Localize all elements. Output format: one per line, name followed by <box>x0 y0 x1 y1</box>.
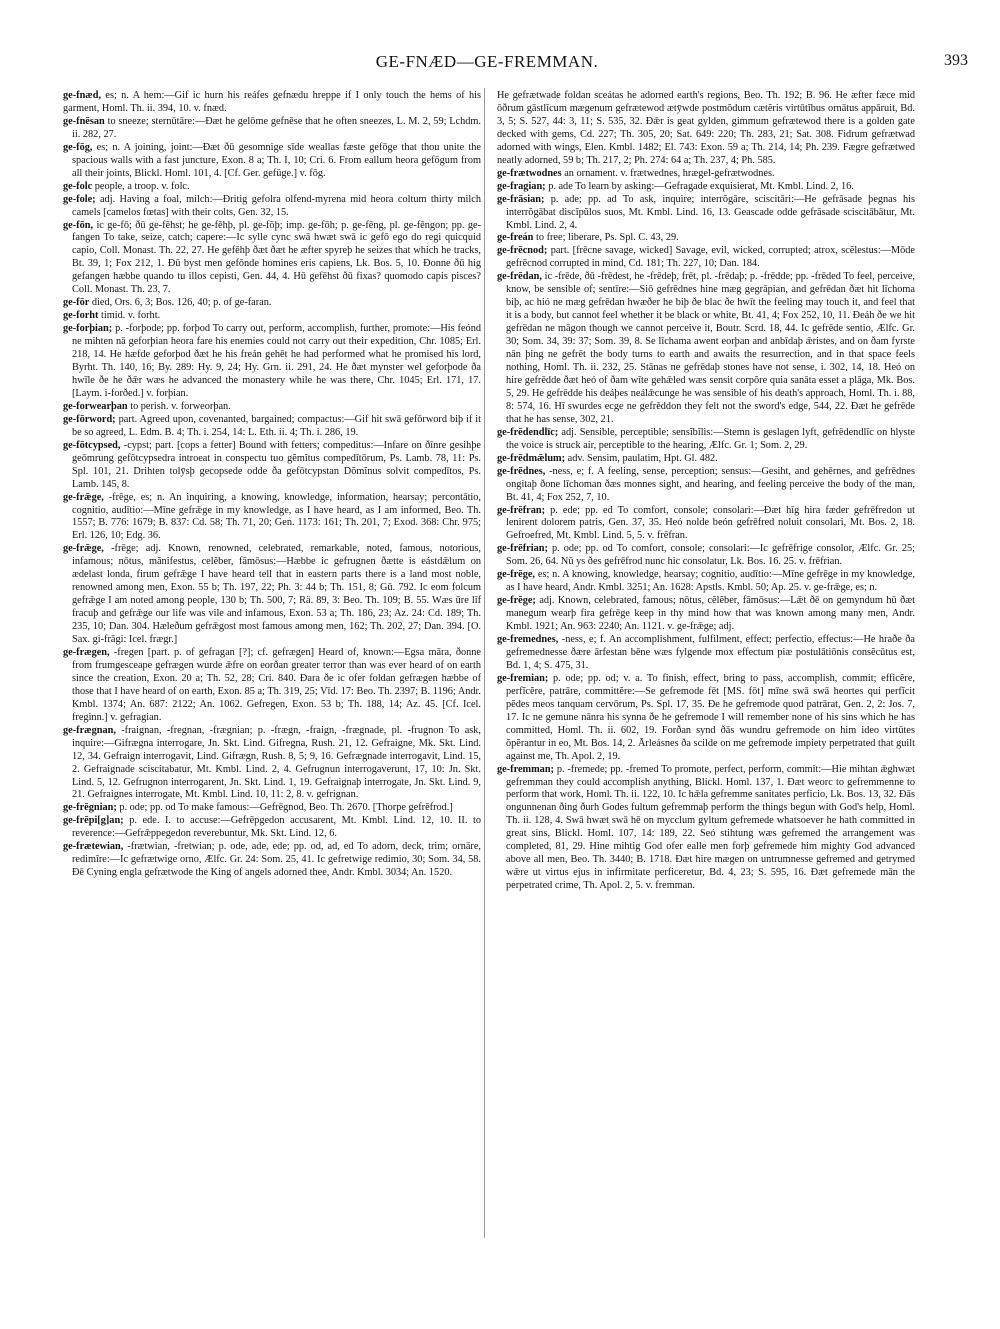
headword: ge-frætewian, <box>63 841 124 853</box>
headword: ge-frēpi[g]an; <box>63 815 124 827</box>
headword: ge-fremian; <box>497 672 549 684</box>
page-header <box>64 52 968 76</box>
definition-text: es; n. A knowing, knowledge, hearsay; cognitio, audītio:—Mīne gefrēge in my knowledge, as I have heard, Andr. Kmbl. 3251; An. 1628: Apstls. Kmbl. 50; Ap. 25. v. ge-frǣge, es; n. <box>506 569 916 594</box>
definition-text: p. ede; pp. ed To comfort, console; consolari:—Ðæt hīg hira fæder gefrēfredon ut lenirent dolorem patris, Gen. 37, 35. Heó nolde beón gefrēfred noluit consolari, Mt. Bos. 2, 18. Gefroefred, Mt. Kmbl. Lind. 5, 5. v. frēfran. <box>506 504 915 542</box>
column-divider <box>484 88 485 1238</box>
headword: ge-forht <box>63 310 99 322</box>
headword: ge-frēgnian; <box>63 802 117 814</box>
dictionary-entry <box>63 802 481 815</box>
left-column <box>63 90 481 880</box>
dictionary-entry <box>63 181 481 194</box>
definition-text: p. ode; pp. od; v. a. To finish, effect, bring to pass, accomplish, commit; efficĕre, perfĭcĕre, patrāre, committĕre:—Se gefremode fēt [MS. fōt] mīne swā swā heortes qui perfĭcit pĕdes meos tanquam cervōrum, Ps. Spl. 17, 35. Ðe he gefremode quod patrārat, Gen. 2, 2: Jos. 7, 17. Ic ne gemune nānra his synna ðe he gefremode I will remember none of his sins which he has committed, Homl. Th. ii. 602, 19. Forðan synd ðās wundru gefremode on him ideo virtūtes ŏpĕrantur in eo, Mt. Bos. 14, 2. Ārleásnes ða scilde on me gefremode impiety perpetrated that guilt against me, Th. Apol. 2, 19. <box>506 672 915 762</box>
definition-text: p. -forþode; pp. forþod To carry out, perform, accomplish, further, promote:—His feónd ne mihten nā geforþian heora fare his enemies could not carry out their expedition, Chr. 1085; Erl. 218, 14. He hæfde geforþod ðæt he his freán gehēt he had performed what he promised his lord, Byrht. Th. 140, 16; By. 289: Hy. 9, 24; Hy. Grn. ii. 291, 24. He ðæt mynster wel geforþode ða hwīle ðe he ðǣr wæs he advanced the monastery while he was there, Chr. 1045; Erl. 171, 17. [Laym. i-forðed.] v. forþian. <box>72 323 481 399</box>
dictionary-entry <box>63 297 481 310</box>
definition-text: timid. v. forht. <box>101 310 161 322</box>
dictionary-entry <box>497 505 915 544</box>
dictionary-entry <box>63 310 481 323</box>
dictionary-entry <box>497 271 915 426</box>
headword: ge-fole; <box>63 193 96 205</box>
dictionary-entry <box>63 440 481 492</box>
definition-text: -frēge, es; n. An inquiring, a knowing, knowledge, information, hearsay; percontātio, cognitio, audītio:—Mīne gefrǣge in my knowledge, as I have heard, as I am informed, Beo. Th. 1557; B. 776: 1679; B. 837: Cd. 58; Th. 71, 20; Gen. 1173: 161; Th. 201, 7; Exod. 368: Chr. 975; Erl. 126, 10; Edg. 36. <box>72 491 482 542</box>
definition-text: to sneeze; sternūtāre:—Ðæt he gelōme gefnēse that he often sneezes, L. M. 2, 59; Lchdm. ii. 282, 27. <box>72 115 482 140</box>
headword: ge-fremman; <box>497 763 554 775</box>
headword: ge-frætwodnes <box>497 167 562 179</box>
dictionary-entry <box>497 194 915 233</box>
dictionary-entry <box>63 414 481 440</box>
dictionary-entry <box>497 427 915 453</box>
definition-text: p. ode; pp. od To comfort, console; consolari:—Ic gefrēfrige consolor, Ælfc. Gr. 25; Som. 26, 64. Nū ys ðes gefrēfrod nunc hic consolatur, Lk. Bos. 16. 25. v. frēfrian. <box>506 543 915 568</box>
definition-text: -frēge; adj. Known, renowned, celebrated, remarkable, noted, famous, notorious, infamous; nōtus, mănifestus, celĕber, fāmōsus:—Hæbbe ic gefrugnen ðætte is eástdǣlum on ædelast londa, firum gefrǣge I have heard tell that in eastern parts there is a land most noble, renowned among men, Exon. 55 b; Th. 197, 22; Ph. 3: 44 b; Th. 151, 8; Gū. 792. Ic eom folcum gefrǣge I am noted among people, 130 b; Th. 500, 7; Rä. 89, 3: Beo. Th. 109; B. 55. Wæs ūre līf fracuþ and gefrǣge our life was vile and infamous, Exon. 53 a; Th. 186, 23; Az. 24: Cd. 189; Th. 235, 10; Dan. 304. Hæleðum gefrǣgost most famous among men, 162; Th. 202, 27; Dan. 394. [O. Sax. gi-frāgi: Icel. frægr.] <box>72 543 481 646</box>
dictionary-entry <box>63 116 481 142</box>
definition-text: part. Agreed upon, covenanted, bargained; compactus:—Gif hit swā gefōrword biþ if it be so agreed, L. Edm. B. 4; Th. i. 254, 14: L. Eth. ii. 4; Th. i. 286, 19. <box>72 413 482 438</box>
dictionary-entry <box>63 220 481 298</box>
definition-text: p. ade; pp. ad To ask, inquire; interrŏgāre, sciscitāri:—He gefrāsade þegnas his interrŏgābat discĭpŭlos suos, Mt. Kmbl. Lind. 16, 13. Geascade odde gefrāsade sciscitābātur, Mt. Kmbl. Lind. 2, 4. <box>506 193 915 231</box>
definition-text: He gefrætwade foldan sceátas he adorned earth's regions, Beo. Th. 192; B. 96. He æfter fæce mid ōðrum gāstlīcum mægenum gefrætewod ætȳwde postmŏdum cætĕris virtūtĭbus ornātus appāruit, Bd. 3, 5; S. 527, 44: 3, 11; S. 535, 32. Ðǣr is geat gylden, gimmum gefrætewod there is a golden gate decked with gems, Cd. 227; Th. 305, 20; Sat. 649: 220; Th. 283, 21; Sat. 308. Fidrum gefrætwad adorned with wings, Elen. Kmbl. 1482; El. 743: Exon. 59 a; Th. 214, 14; Ph. 239. Fægre gefrætwed neatly adorned, 59 b; Th. 217, 2; Ph. 274: 64 a; Th. 237, 4; Ph. 585. <box>497 90 915 166</box>
dictionary-entry <box>63 647 481 725</box>
definition-text: died, Ors. 6, 3; Bos. 126, 40; p. of ge-faran. <box>91 297 272 309</box>
headword: ge-frēcnod; <box>497 245 548 257</box>
definition-text: adv. Sensim, paulatim, Hpt. Gl. 482. <box>567 452 718 464</box>
dictionary-entry <box>63 725 481 803</box>
dictionary-entry <box>63 90 481 116</box>
dictionary-entry <box>497 764 915 894</box>
dictionary-entry <box>497 634 915 673</box>
definition-text: p. ade To learn by asking:—Gefragade exquisierat, Mt. Kmbl. Lind. 2, 16. <box>548 180 854 192</box>
headword: ge-fnæd, <box>63 90 102 101</box>
dictionary-entry <box>497 168 915 181</box>
headword: ge-fragian; <box>497 180 546 192</box>
headword: ge-frēdan, <box>497 271 542 283</box>
headword: ge-frēge; <box>497 595 536 607</box>
definition-text: -fregen [part. p. of gefragan [?]; cf. gefrægen] Heard of, known:—Egsa māra, ðonne from frumgesceape gefrægen wurde ǣfre on eorðan greater terror than was ever heard of on earth since the creation, Exon. 20 a; Th. 52, 28; Cri. 840. Ðara ðe ic ofer foldan gefrægen hæbbe of those that I have heard of on earth, Exon. 85 a; Th. 319, 25; Vīd. 17: Beo. Th. 2397; B. 1196; Andr. Kmbl. 1374; An. 687: 2122; An. 1062. Gefregen, Exon. 53 b; Th. 188, 14; Az. 45. [Cf. Icel. freginn.] v. gefragian. <box>72 646 482 723</box>
headword: ge-frāsian; <box>497 193 545 205</box>
headword: ge-frægnan, <box>63 724 116 736</box>
dictionary-entry <box>497 673 915 764</box>
headword: ge-forwearþan <box>63 400 128 412</box>
definition-text: adj. Known, celebrated, famous; nōtus, cĕlĕber, fāmōsus:—Lǣt ðē on gemyndum hū ðæt manegum wearþ fira gefrēge keep in thy mind how that was known among many men, Andr. Kmbl. 1921; An. 963: 2240; An. 1121. v. ge-frǣge; adj. <box>506 595 915 633</box>
dictionary-entry <box>497 232 915 245</box>
dictionary-entry <box>63 323 481 401</box>
headword: ge-forþian; <box>63 323 113 335</box>
headword: ge-fnēsan <box>63 115 105 127</box>
dictionary-entry <box>63 815 481 841</box>
definition-text: adj. Sensible, perceptible; sensĭbĭlis:—Stemn is geslagen lyft, gefrēdendlīc on hlyste the voice is struck air, perceptible to the hearing, Ælfc. Gr. 1; Som. 2, 29. <box>506 426 915 451</box>
headword: ge-frēge, <box>497 569 536 581</box>
headword: ge-fōr <box>63 297 90 309</box>
running-head: GE-FNÆD—GE-FREMMAN. <box>375 52 599 71</box>
definition-text: part. [frēcne savage, wicked] Savage, evil, wicked, corrupted; atrox, scĕlestus:—Mōde gefrēcnod corrupted in mind, Cd. 181; Th. 227, 10; Dan. 184. <box>506 245 915 270</box>
headword: ge-frēdmǣlum; <box>497 452 566 464</box>
definition-text: adj. Having a foal, milch:—Ðritig gefolra olfend-myrena mid heora coltum thirty milch camels [camelos fœtas] with their colts, Gen. 32, 15. <box>72 193 481 218</box>
definition-text: p. ode; pp. od To make famous:—Gefrēgnod, Beo. Th. 2670. [Thorpe gefrēfrod.] <box>119 802 453 814</box>
definition-text: people, a troop. v. folc. <box>94 180 190 192</box>
definition-text: -frætwian, -fretwian; p. ode, ade, ede; pp. od, ad, ed To adorn, deck, trim; ornāre, redimīre:—Ic gefrætwige orno, Ælfc. Gr. 24: Som. 25, 41. Ic gefretwige redimio, 30; Som. 34, 58. Ðē Cyning engla gefrætwode the King of angels adorned thee, Andr. Kmbl. 3034; An. 1520. <box>72 841 482 879</box>
definition-text: an ornament. v. frætwednes, hrægel-gefrætwodnes. <box>564 167 775 179</box>
definition-text: to perish. v. forweorþan. <box>130 400 231 412</box>
dictionary-entry <box>63 841 481 880</box>
dictionary-entry <box>497 543 915 569</box>
headword: ge-fōg, <box>63 141 93 153</box>
dictionary-entry <box>497 181 915 194</box>
headword: ge-frǣge, <box>63 491 104 503</box>
dictionary-entry <box>497 453 915 466</box>
dictionary-entry <box>497 90 915 168</box>
dictionary-entry <box>497 569 915 595</box>
definition-text: p. ede. I. to accuse:—Gefrēpgedon accusarent, Mt. Kmbl. Lind. 12, 10. II. to reverence:—Gefrǣppegedon reverebuntur, Mk. Skt. Lind. 12, 6. <box>72 815 481 840</box>
headword: ge-folc <box>63 180 93 192</box>
definition-text: to free; liberare, Ps. Spl. C. 43, 29. <box>535 232 679 244</box>
headword: ge-fōn, <box>63 219 94 231</box>
dictionary-entry <box>63 492 481 544</box>
headword: ge-frēfran; <box>497 504 546 516</box>
dictionary-entry <box>497 245 915 271</box>
definition-text: -ness, e; f. A feeling, sense, perception; sensus:—Gesiht, and gehērnes, and gefrēdnes ongitaþ ðone līchoman ðæs monnes sight, and hearing, and feeling perceive the body of the man, Bt. 41, 4; Fox 252, 7, 10. <box>506 465 915 503</box>
dictionary-entry <box>63 142 481 181</box>
headword: ge-fōrword; <box>63 413 116 425</box>
definition-text: -ness, e; f. An accomplishment, fulfilment, effect; perfectio, effectus:—He hraðe ða gefremednesse ðære ārfestan bēne wæs fylgende mox effectum piæ postulātiōnis consĕcūtus est, Bd. 1, 4; S. 475, 31. <box>506 634 915 671</box>
headword: ge-frēfrian; <box>497 543 548 555</box>
dictionary-entry <box>63 543 481 647</box>
headword: ge-fōtcypsed, <box>63 439 121 451</box>
headword: ge-frǣge, <box>63 543 104 555</box>
definition-text: ic ge-fō; ðū ge-fēhst; he ge-fēhþ, pl. ge-fōþ; imp. ge-fōh; p. ge-fēng, pl. ge-fēngon; pp. ge-fangen To take, seize, catch; capere:—Ic sylle cync swā hwæt swā ic gefō ego do regi quicquid capio, Coll. Monast. Th. 22, 27. He gefēhþ ðæt ðæt he æfter spyreþ he seizes that which he tracks, Bt. 39, 1; Fox 212, 1. Ðū byst men gefōnde homines eris capiens, Lk. Bos. 5, 10. Ðonne ðū hig gefangen hæbbe quando tu illos cepisti, Gen. 44, 4. Hū gefēhst ðū fixas? quomodo capis pisces? Coll. Monast. Th. 23, 7. <box>72 219 482 296</box>
definition-text: es; n. A joining, joint:—Ðæt ðū gesomnige sīde weallas fæste gefōge that thou unite the spacious walls with a fast juncture, Exon. 8 a; Th. I, 10; Cri. 6. From eallum heora gefōgum from all their joints, Blickl. Homl. 101, 4. [Cf. Ger. gefüge.] v. fōg. <box>72 141 481 179</box>
definition-text: -cypst; part. [cops a fetter] Bound with fetters; compeditus:—Infare on ðīnre gesihþe geōmrung gefōtcypsedra introeat in conspectu tuo gĕmĭtus compedītōrum, Ps. Lamb. 78, 11: Ps. Spl. 101, 21. Drihten tolȳsþ gecopsede odde ða gefōtcypstan Dŏmĭnus solvit compedītos, Ps. Lamb. 145, 8. <box>72 439 482 490</box>
dictionary-entry <box>63 194 481 220</box>
dictionary-entry <box>497 466 915 505</box>
headword: ge-fremednes, <box>497 634 559 646</box>
right-column <box>497 90 915 893</box>
definition-text: ic -frēde, ðū -frēdest, he -frēdeþ, frēt, pl. -frēdaþ; p. -frēdde; pp. -frēded To feel, perceive, know, be sensible of; sentīre:—Siō gefrēdnes hine mæg gegrāpian, and gefrēdan ðæt hit līchoma biþ, ac hió ne mæg gefrēdan hwæðer he biþ ðe blac ðe hwīt the feeling may touch it, and feel that it is a body, but cannot feel whether it be black or white, Bt. 41, 4; Fox 252, 10, 11. Ðeáh ðe we hit gefrēdan ne māgon though we cannot perceive it, Boutr. Scrd. 18, 44. Ic gefrēde sentio, Ælfc. Gr. 30; Som. 34, 39: 37; Som. 39, 8. Se līchama awent eorþan and anbīdaþ ǣristes, and on ðam fyrste nān þing ne gefrēt the body turns to earth and awaits the resurrection, and in that space feels nothing, Homl. Th. ii. 232, 25. Stānas ne gefrēdaþ stones have not sense, i. 302, 14, 18. Heó on hire gefrēdde ðæt heó of ðam wīte gehǣled wæs sensit corpŏre quia sanāta esset a plāga, Mk. Bos. 5, 29. He gefrēdde his deáþes neálǣcunge he was sensible of his death's approach, Homl. Th. i. 88, 8: 574, 16. Hī swurdes ecge ne gefrēddon they felt not the sword's edge, 544, 22. Ðæt he gefrēde that he has sense, 302, 21. <box>506 271 915 425</box>
dictionary-entry <box>497 595 915 634</box>
headword: ge-frēdnes, <box>497 465 546 477</box>
headword: ge-frægen, <box>63 646 110 658</box>
definition-text: -fraignan, -fregnan, -frægnian; p. -frægn, -fraign, -frægnade, pl. -frugnon To ask, inquire:—Gifrægna interrogare, Jn. Skt. Lind. Gifregna, Rush. 21, 12. Gefraigne, Mk. Skt. Lind. 12, 34. Gefraign interrogavit, Lind. Gifrægn, Rush. 8, 5; 9, 16. Gefrægnade interrogavit, Lind. 15, 2. Gefraignade sciscitabatur, Mt. Kmbl. Lind. 2, 4. Gefrugnun interrogaverunt, 17, 10: Jn. Skt. Lind. 5, 12. Gefrugnon interrogarent, Jn. Skt. Lind. 1, 19. Gefraignaþ interrogate, Jn. Skt. Lind. 9, 21. Gefraignes interrogate, Mt. Kmbl. Lind. 10, 11: 2, 8. v. gefrignan. <box>72 724 481 801</box>
page-number: 393 <box>944 52 968 69</box>
definition-text: p. -fremede; pp. -fremed To promote, perfect, perform, commit:—Hie mihtan ǣghwæt gefremman they could accomplish anything, Blickl. Homl. 137, 1. Ðæt weorc to gefremmenne to perform that work, Homl. Th. ii. 122, 10. Ic hǣla gefremme sanitates perficio, Lk. Bos. 13, 32. Ðās ongunnenan ðing ðurh Godes fultum gefremmaþ perform the things begun with God's help, Homl. Th. ii. 128, 4. Swā hwæt swā hē on mycclum gyltum gefremede whatsoever he hath committed in great sins, Blickl. Homl. 107, 14: 189, 22. Seó stihtung wæs gefremed the arrangement was completed, 81, 29. Hine mihtig God ofer ealle men forþ gefremede him mighty God advanced above all men, Beo. Th. 3440; B. 1718. Ðæt hire mægen on untrumnesse gefremed and getrymed wǣre ut virtus ejus in infirmitate perficeretur, Bd. 4, 23; S. 595, 16. Ðæt gefremede mān the perpetrated crime, Th. Apol. 2, 5. v. fremman. <box>506 763 915 892</box>
headword: ge-frēdendlīc; <box>497 426 559 438</box>
dictionary-entry <box>63 401 481 414</box>
headword: ge-freán <box>497 232 534 244</box>
definition-text: es; n. A hem:—Gif ic hurn his reáfes gefnædu hreppe if I only touch the hems of his garment, Homl. Th. ii. 394, 10. v. fnæd. <box>63 90 481 114</box>
